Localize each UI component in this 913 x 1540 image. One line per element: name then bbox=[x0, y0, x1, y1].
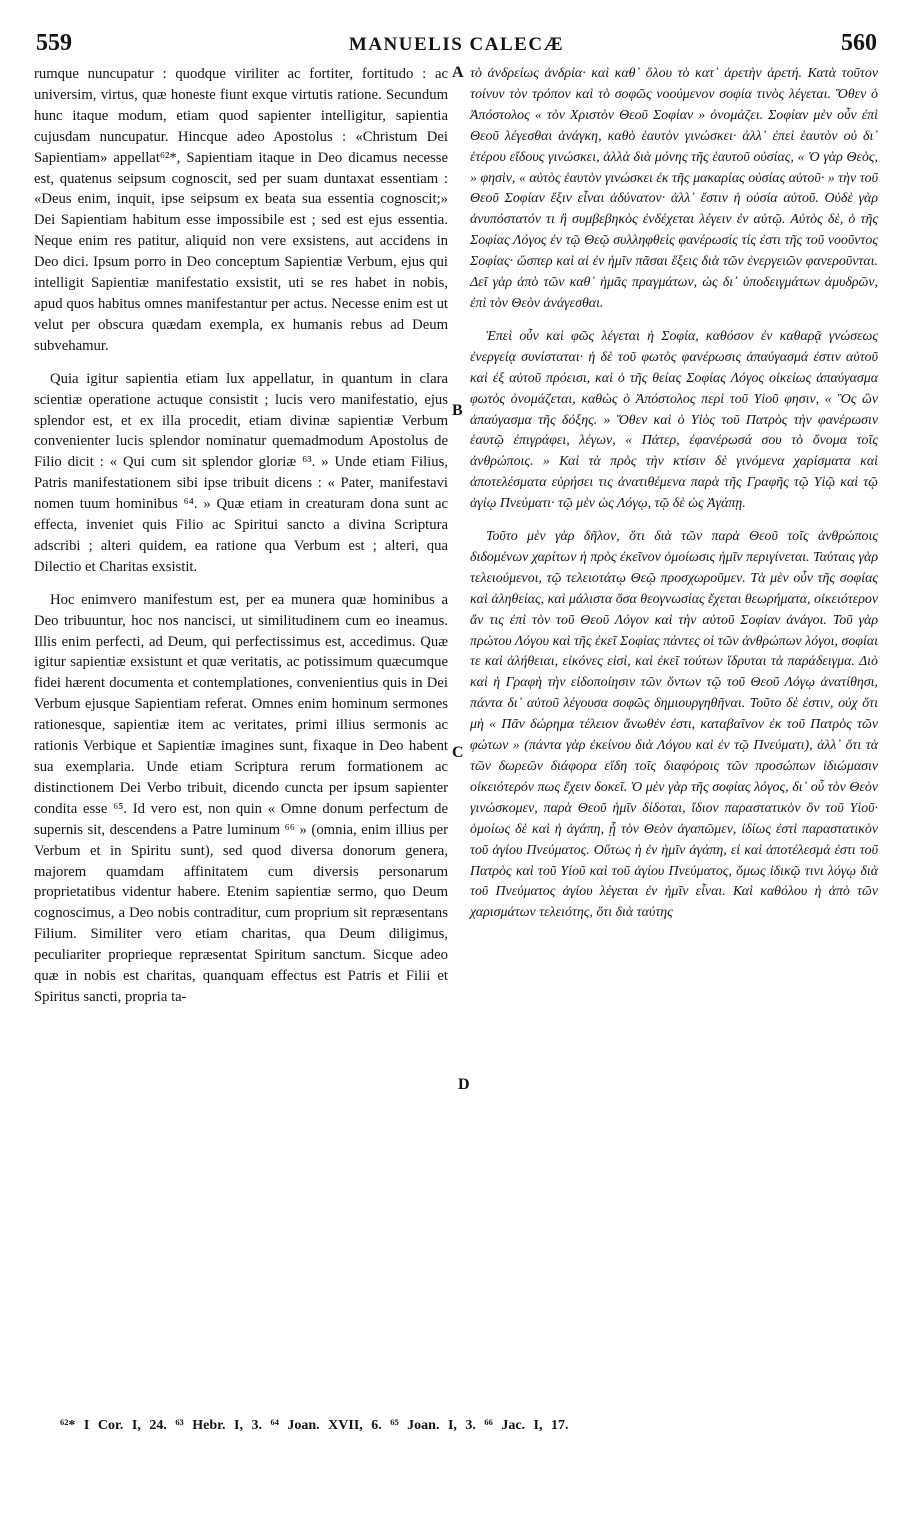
footnotes: ⁶²* I Cor. I, 24. ⁶³ Hebr. I, 3. ⁶⁴ Joan. XVII, 6. ⁶⁵ Joan. I, 3. ⁶⁶ Jac. I, 17. bbox=[60, 1418, 569, 1433]
margin-marker-c: C bbox=[452, 744, 464, 761]
latin-paragraph-2: Quia igitur sapientia etiam lux appellatur, in quantum in clara scientiæ operatione actuque consistit ; lucis vero manifestatio, ejus splendor est, et ex illa procedit, etiam divinæ sapientiæ Verbum convenienter lucis splendor nominatur quemadmodum Apostolus de Filio dicit : « Qui cum sit splendor gloriæ ⁶³. » Unde etiam Filius, Patris manifestationem sibi ipse tribuit dicens : « Pater, manifestavi nomen tuum hominibus ⁶⁴. » Quæ etiam in creaturam dona sunt ac effecta, inveniet quis Filio ac Spiritui sancto a divina Scriptura adscribi ; alteri quidem, ea ratione qua Verbum est ; alteri, qua Dilectio et Charitas exsistit. bbox=[34, 370, 448, 575]
greek-paragraph-2: Ἐπεὶ οὖν καὶ φῶς λέγεται ἡ Σοφία, καθόσον ἐν καθαρᾷ γνώσεως ἐνεργείᾳ συνίσταται· ἡ δὲ τοῦ φωτὸς φανέρωσις ἀπαύγασμά ἐστιν αὐτοῦ καὶ ἐξ αὐτοῦ πρόεισι, καὶ ὁ τῆς θείας Σοφίας Λόγος οἰκείως ἀπαύγασμα φωτὸς ὀνομάζεται, καθὼς ὁ Ἀπόστολος περὶ τοῦ Υἱοῦ φησιν, « Ὃς ὢν ἀπαύγασμα τῆς δόξης. » Ὅθεν καὶ ὁ Υἱὸς τοῦ Πατρὸς τὴν φανέρωσιν ἑαυτῷ ἐπιγράφει, λέγων, « Πάτερ, ἐφανέρωσά σου τὸ ὄνομα τοῖς ἀνθρώποις. » Καὶ τὰ πρὸς τὴν κτίσιν δὲ γινόμενα χαρίσματα καὶ ἀποτελέσματα εὑρήσει τις ἀνατιθέμενα παρὰ τῆς Γραφῆς τῷ Υἱῷ καὶ τῷ ἁγίῳ Πνεύματι· τῷ μὲν ὡς Λόγῳ, τῷ δὲ ὡς Ἀγάπῃ. bbox=[470, 328, 878, 512]
greek-paragraph-1: τὸ ἀνδρείως ἀνδρία· καὶ καθ᾽ ὅλου τὸ κατ᾽ ἀρετὴν ἀρετή. Κατὰ τοῦτον τοίνυν τὸν τρόπον καὶ τὸ σοφῶς νοούμενον σοφία τινὸς λέγεται. Ὅθεν ὁ Ἀπόστολος « τὸν Χριστὸν Θεοῦ Σοφίαν » ὀνομάζει. Σοφίαν μὲν οὖν ἐπὶ Θεοῦ λέγεσθαι ἀνάγκη, καθὸ ἑαυτὸν γινώσκει· ἀλλ᾽ ἐπεὶ ἑαυτὸν οὐ δι᾽ ἑτέρου εἴδους γινώσκει, ἀλλὰ διὰ μόνης τῆς ἑαυτοῦ οὐσίας, « Ὁ γὰρ Θεὸς, » φησὶν, « αὐτὸς ἑαυτὸν γινώσκει ἐκ τῆς μακαρίας οὐσίας αὐτοῦ· » τὴν τοῦ Θεοῦ Σοφίαν ἕξιν εἶναι ἀδύνατον· ἀλλ᾽ ἔστιν ἡ οὐσία αὐτοῦ. Οὐδὲ γὰρ ἀνυπόστατόν τι ἢ συμβεβηκὸς ἐνδέχεται λέγειν ἐν αὐτῷ. Αὐτὸς δὲ, ὁ τῆς Σοφίας Λόγος ἐν τῷ Θεῷ συλληφθεὶς φανέρωσίς τίς ἐστι τῆς τοῦ νοοῦντος Σοφίας· ὥσπερ καὶ αἱ ἐν ἡμῖν πᾶσαι ἕξεις διὰ τῶν ἐνεργειῶν φανεροῦνται. Δεῖ γὰρ ἀπὸ τῶν καθ᾽ ἡμᾶς πραγμάτων, ὡς δι᾽ ὑποδειγμάτων ἀμυδρῶν, ἐπὶ τὸν Θεὸν ἀνάγεσθαι. bbox=[470, 66, 878, 311]
greek-paragraph-3: Τοῦτο μὲν γὰρ δῆλον, ὅτι διὰ τῶν παρὰ Θεοῦ τοῖς ἀνθρώποις διδομένων χαρίτων ἡ πρὸς ἐκεῖνον ὁμοίωσις ἡμῖν περιγίνεται. Ταύταις γὰρ τελειούμενοι, τῷ τελειοτάτῳ Θεῷ προσχωροῦμεν. Τὰ μὲν οὖν τῆς σοφίας καὶ ἀληθείας, καὶ μάλιστα ὅσα θεογνωσίας ἔχεται θεωρήματα, οἰκειότερον ἄν τις ἐπὶ τὸν τοῦ Θεοῦ Λόγον καὶ τὴν αὐτοῦ Σοφίαν ἀνάγοι. Τοῦ γὰρ πρώτου Λόγου καὶ τῆς ἐκεῖ Σοφίας πάντες οἱ τῶν ἀνθρώπων λόγοι, σοφίαι τε καὶ ἀλήθειαι, εἰκόνες εἰσὶ, καὶ ἐκεῖ τούτων ἵδρυται τὰ παράδειγμα. Διὸ καὶ ἡ Γραφὴ τὴν εἰδοποίησιν τῶν ὄντων τῷ τοῦ Θεοῦ Λόγῳ ἀνατίθησι, πάντα δι᾽ αὐτοῦ λέγουσα σοφῶς δημιουργηθῆναι. Τοῦτο δὲ ἐστιν, οὐχ ὅτι μὴ « Πᾶν δώρημα τέλειον ἄνωθέν ἐστι, καταβαῖνον ἐκ τοῦ Πατρὸς τῶν φώτων » (πάντα γὰρ ἐκείνου διὰ Λόγου καὶ ἐν τῷ Πνεύματι), ἀλλ᾽ ὅτι τὰ τῶν δωρεῶν διάφορα εἴδη τοῖς διαφόροις τῶν προσώπων ἰδιώμασιν οἰκειότερόν πως ἔχειν δοκεῖ. Ὁ μὲν γὰρ τῆς σοφίας λόγος, δι᾽ οὗ τὸν Θεὸν γινώσκομεν, παρὰ Θεοῦ ἡμῖν δίδοται, ἴδιον παραστατικὸν ὂν τοῦ Υἱοῦ· ὁμοίως δὲ καὶ ἡ ἀγάπη, ᾗ τὸν Θεὸν ἀγαπῶμεν, ἰδίως ἐστὶ παραστατικὸν τοῦ ἁγίου Πνεύματος. Οὕτως ἡ ἐν ἡμῖν ἀγάπη, εἰ καὶ ἀποτέλεσμά ἐστι τοῦ Πατρὸς καὶ τοῦ Υἱοῦ καὶ τοῦ ἁγίου Πνεύματος, ὅμως ἰδικῷ τινι λόγῳ διὰ τοῦ Πνεύματος ἁγίου λέγεται ἐν ἡμῖν εἶναι. Καὶ καθόλου ἡ ἀπὸ τῶν χαρισμάτων τελειότης, ὅτι διὰ ταύτης bbox=[470, 529, 878, 921]
latin-column bbox=[34, 64, 448, 1020]
latin-paragraph-1: rumque nuncupatur : quodque viriliter ac fortiter, fortitudo : ac universim, virtus, quæ honeste fiunt exque virtutis ratione. Secundum hunc itaque modum, etiam quod sapienter intelligitur, sapientia cujusdam nuncupatur. Hincque adeo Apostolus : «Christum Dei Sapientiam» appellat⁶²*, Sapientiam itaque in Deo dicamus necesse est, quatenus seipsum cognoscit, sed per suam duntaxat essentiam : «Deus enim, inquit, ipse seipsum ex beata sua essentia cognoscit;» Dei Sapientiam habitum esse impossibile est ; sed est ejus essentia. Neque enim res patitur, aliquid non vere exsistens, aut accidens in Deo dici. Ipsum porro in Deo conceptum Sapientiæ Verbum, ejus qui intelligit Sapientiæ manifestatio exsistit, uti se res habet in nobis, apud quos habitus omnes manifestantur per actus. Necesse enim est ut velut per obscura quædam exempla, ex humanis rebus ad Deum subvehamur. bbox=[34, 66, 448, 354]
running-title: MANUELIS CALECÆ bbox=[348, 34, 565, 55]
latin-paragraph-3: Hoc enimvero manifestum est, per ea munera quæ hominibus a Deo tribuuntur, hoc nos nancisci, ut similitudinem cum eo ineamus. Illis enim perfecti, ad Deum, qui perfectissimus est, accedimus. Quæ igitur sapientiæ exsistunt et quæ veritatis, ac potissimum quæcumque fidei hærent documenta et contemplationes, convenientius quis in Dei Verbum ejusque Sapientiam referat. Omnes enim hominum sermones rationesque, sapientiæ item ac veritates, primi illius sermonis ac rationis Verbique et Sapientiæ imagines sunt, fixaque in Deo habent sua exemplaria. Unde etiam Scriptura rerum formationem ac distinctionem Dei Verbo tribuit, dicendo cuncta per ipsum sapienter condita esse ⁶⁵. Id vero est, non quin « Omne donum perfectum de supernis sit, descendens a Patre luminum ⁶⁶ » (omnia, enim illius per Verbum et in Spiritu sunt), sed quod diversa donorum genera, majorem quamdam affinitatem cum diversis personarum proprietatibus videntur habere. Etenim sapientiæ sermo, quo Deum cognoscimus, a Deo nobis contraditur, cum proprium sit repræsentans Filium. Similiter vero etiam charitas, qua Deum diligimus, peculiariter proprieque repræsentat Spiritum sanctum. Sicque adeo quæ in nobis est charitas, quanquam effectus est Patris et Filii et Spiritus sancti, propria ta- bbox=[34, 591, 448, 1005]
margin-marker-d: D bbox=[458, 1076, 470, 1093]
page-number-right: 560 bbox=[841, 30, 877, 56]
greek-column bbox=[470, 64, 878, 936]
margin-marker-a: A bbox=[452, 64, 464, 81]
page-number-left: 559 bbox=[36, 30, 72, 56]
page-header bbox=[36, 30, 877, 60]
margin-marker-b: B bbox=[452, 402, 463, 419]
